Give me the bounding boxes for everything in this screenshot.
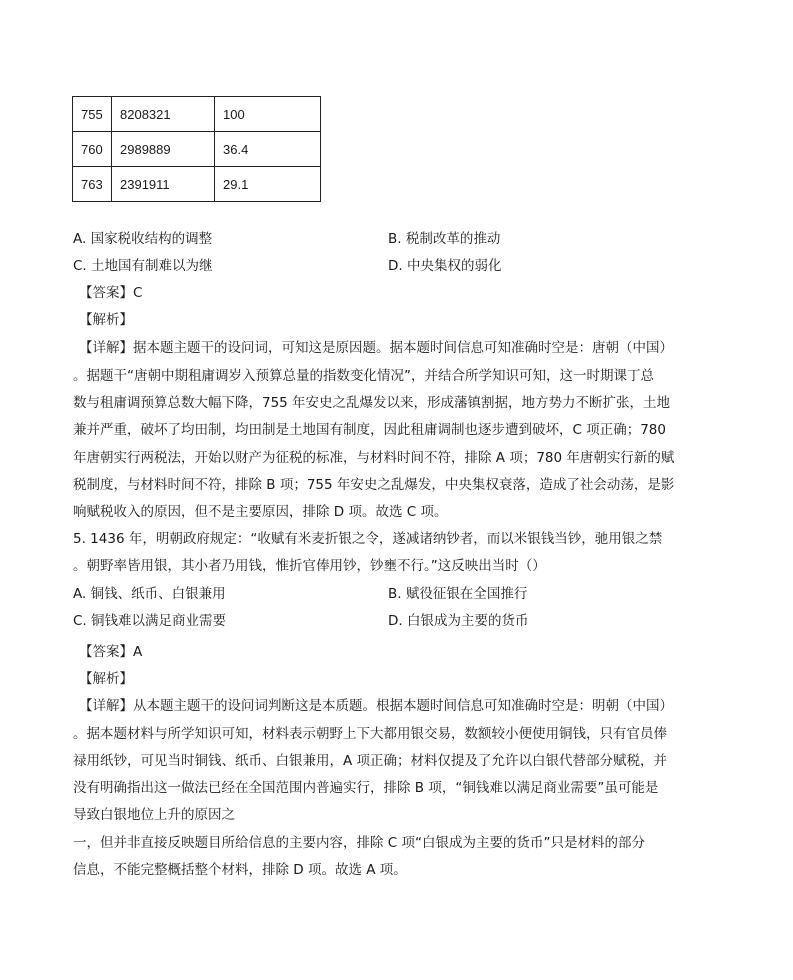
q5-option-b: B. 赋役征银在全国推行 (388, 586, 528, 602)
q5-answer: 【答案】A (79, 644, 143, 660)
q4-detail-line: 税制度，与材料时间不符，排除 B 项；755 年安史之乱爆发，中央集权衰落，造成了社会动荡，是影 (73, 477, 675, 493)
q5-detail-line: 信息，不能完整概括整个材料，排除 D 项。故选 A 项。 (73, 862, 407, 878)
table-row (73, 167, 321, 202)
q5-analysis-label: 【解析】 (79, 671, 133, 687)
q4-detail-line: 兼并严重，破坏了均田制，均田制是土地国有制度，因此租庸调制也逐步遭到破坏，C 项正确；780 (73, 422, 666, 438)
q4-option-d: D. 中央集权的弱化 (388, 258, 502, 274)
q4-detail-line: 数与租庸调预算总数大幅下降，755 年安史之乱爆发以来，形成藩镇割据，地方势力不断扩张，土地 (73, 395, 671, 411)
table-row (73, 132, 321, 167)
table-cell: 760 (73, 132, 112, 167)
q4-option-b: B. 税制改革的推动 (388, 231, 501, 247)
q5-option-d: D. 白银成为主要的货币 (388, 613, 529, 629)
q5-stem-line: 。朝野率皆用银，其小者乃用钱，惟折官俸用钞，钞壅不行。”这反映出当时（） (73, 558, 546, 574)
q4-detail-line: 年唐朝实行两税法，开始以财产为征税的标准，与材料时间不符，排除 A 项；780 年唐朝实行新的赋 (73, 450, 675, 466)
table-cell: 755 (73, 97, 112, 132)
q4-option-c: C. 土地国有制难以为继 (73, 258, 213, 274)
q4-option-a: A. 国家税收结构的调整 (73, 231, 213, 247)
table-cell: 29.1 (215, 167, 321, 202)
table-cell: 763 (73, 167, 112, 202)
q4-detail-line: 。据题干“唐朝中期租庸调岁入预算总量的指数变化情况”，并结合所学知识可知，这一时期课丁总 (73, 368, 654, 384)
q5-detail-line: 没有明确指出这一做法已经在全国范围内普遍实行，排除 B 项，“铜钱难以满足商业需要”虽可能是 (73, 780, 659, 796)
q4-detail-line: 响赋税收入的原因，但不是主要原因，排除 D 项。故选 C 项。 (73, 504, 448, 520)
q5-option-a: A. 铜钱、纸币、白银兼用 (73, 586, 226, 602)
q4-detail-line: 【详解】据本题主题干的设问词，可知这是原因题。据本题时间信息可知准确时空是：唐朝（中国） (79, 340, 673, 356)
q5-detail-line: 禄用纸钞，可见当时铜钱、纸币、白银兼用，A 项正确；材料仅提及了允许以白银代替部分赋税，并 (73, 753, 668, 769)
data-table (72, 96, 321, 202)
table-cell: 36.4 (215, 132, 321, 167)
q5-detail-line: 。据本题材料与所学知识可知，材料表示朝野上下大都用银交易，数额较小便使用铜钱，只有官员俸 (73, 726, 667, 742)
q5-option-c: C. 铜钱难以满足商业需要 (73, 613, 227, 629)
q5-detail-line: 【详解】从本题主题干的设问词判断这是本质题。根据本题时间信息可知准确时空是：明朝（中国） (79, 698, 673, 714)
table-cell: 8208321 (112, 97, 215, 132)
q4-analysis-label: 【解析】 (79, 312, 133, 328)
table-cell: 2989889 (112, 132, 215, 167)
q5-stem-line: 5. 1436 年，明朝政府规定：“收赋有米麦折银之令，遂减诸纳钞者，而以米银钱当钞，驰用银之禁 (73, 531, 663, 547)
q5-detail-line: 一，但并非直接反映题目所给信息的主要内容，排除 C 项“白银成为主要的货币”只是材料的部分 (73, 835, 645, 851)
table-row (73, 97, 321, 132)
q5-detail-line: 导致白银地位上升的原因之 (73, 807, 235, 823)
table-cell: 2391911 (112, 167, 215, 202)
table-cell: 100 (215, 97, 321, 132)
q4-answer: 【答案】C (79, 285, 143, 301)
